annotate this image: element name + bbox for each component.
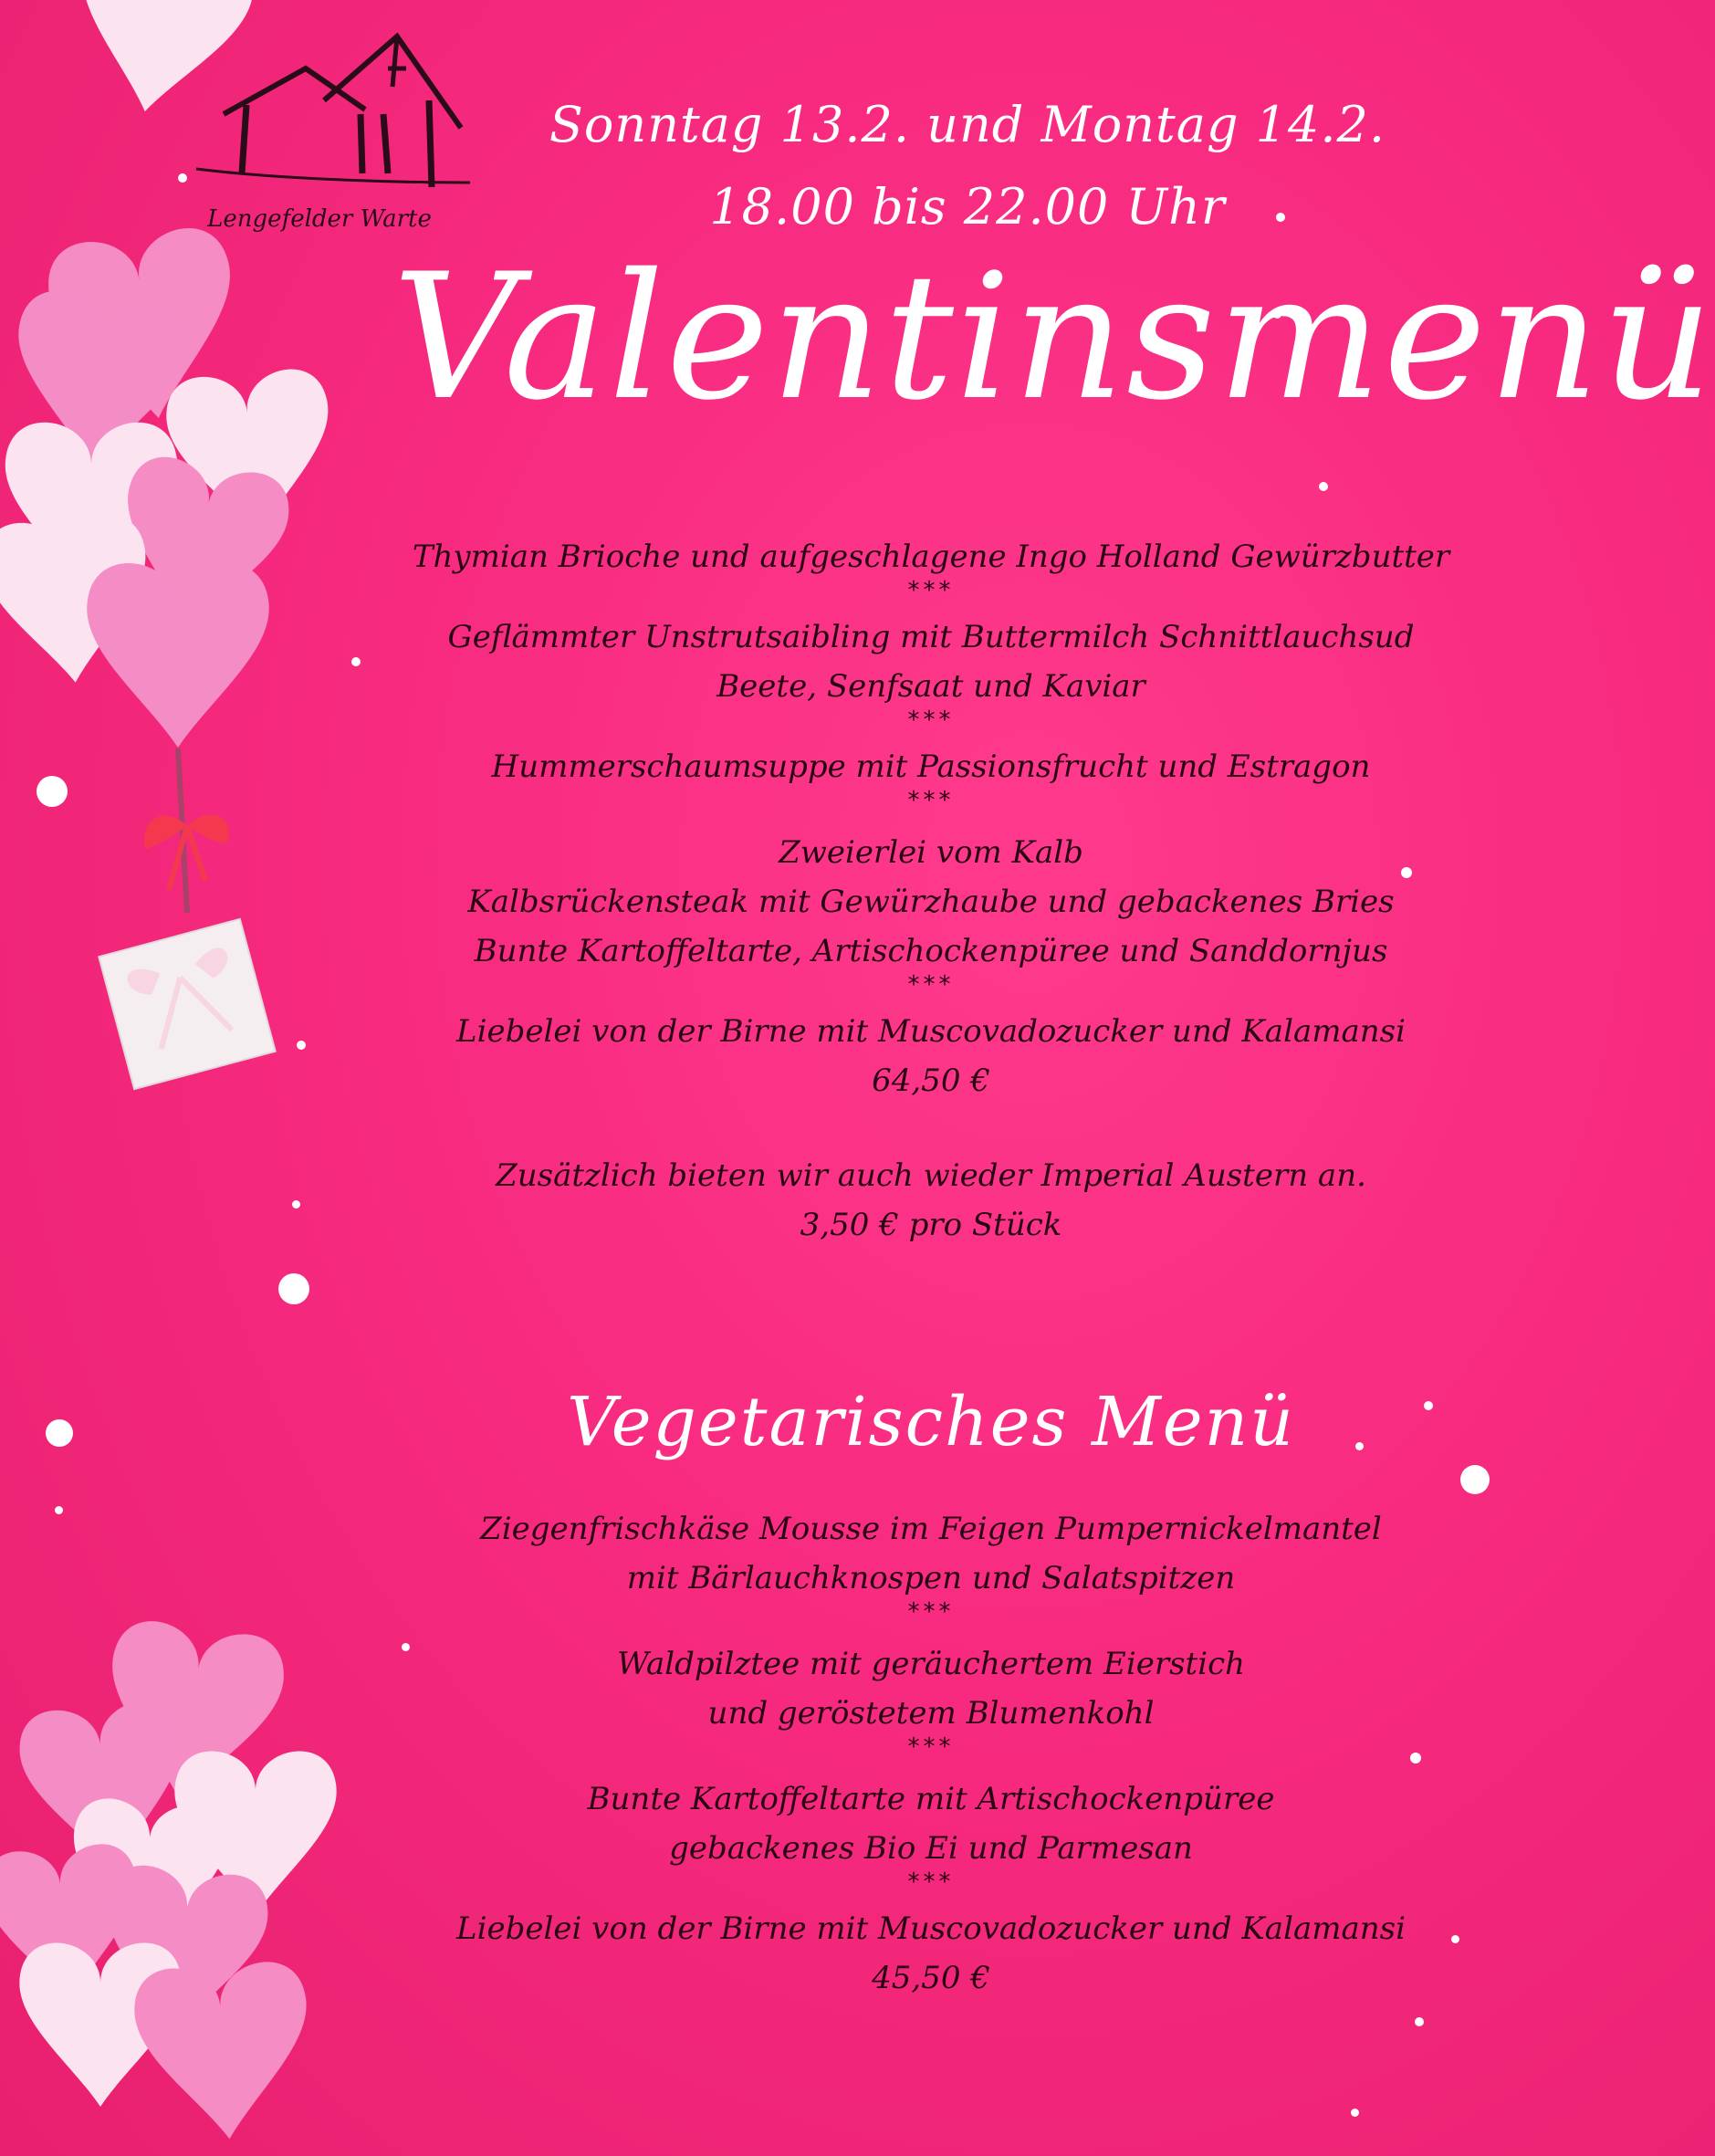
gift-box-icon [99,919,275,1089]
separator: *** [907,577,955,604]
menu-line: Kalbsrückensteak mit Gewürzhaube und gebackenes Bries [467,884,1395,920]
menu-line: Liebelei von der Birne mit Muscovadozucker und Kalamansi [456,1910,1406,1947]
snow-dot [1319,482,1328,491]
course-5 [392,1013,1469,1099]
menu-line: Bunte Kartoffeltarte mit Artischockenpüree [587,1781,1275,1817]
extra-offer [392,1157,1469,1243]
veg-course-4 [392,1910,1469,1996]
menu-price: 64,50 € [872,1062,990,1099]
menu-line: Liebelei von der Birne mit Muscovadozucker und Kalamansi [456,1013,1406,1050]
logo-text: Lengefelder Warte [207,205,432,233]
event-time: 18.00 bis 22.00 Uhr [709,178,1226,235]
hearts-cluster-illustration [0,1625,383,2156]
separator: *** [907,1598,955,1626]
snow-dot [292,1200,300,1209]
snow-dot [1351,2109,1359,2117]
menu-line: Geflämmter Unstrutsaibling mit Buttermilch Schnittlauchsud [447,619,1415,655]
veg-course-1 [392,1511,1469,1596]
snow-dot [46,1419,73,1447]
course-2 [392,619,1469,705]
menu-line: Hummerschaumsuppe mit Passionsfrucht und Estragon [491,748,1371,785]
separator: *** [907,787,955,814]
event-date: Sonntag 13.2. und Montag 14.2. [549,96,1386,153]
heart-icon [131,1959,315,2144]
menu-line: Beete, Senfsaat und Kaviar [716,668,1145,705]
menu-line: Bunte Kartoffeltarte, Artischockenpüree und Sanddornjus [474,933,1388,969]
course-4 [392,834,1469,969]
page-title: Valentinsmenü [392,236,1715,438]
menu-line: Zweierlei vom Kalb [779,834,1083,871]
menu-line: Thymian Brioche und aufgeschlagene Ingo Holland Gewürzbutter [412,539,1450,575]
separator: *** [907,971,955,999]
snow-dot [55,1506,63,1514]
menu-line: Waldpilztee mit geräuchertem Eierstich [616,1646,1246,1682]
separator: *** [907,1733,955,1761]
snow-dot [1460,1465,1490,1494]
menu-line: Ziegenfrischkäse Mousse im Feigen Pumpernickelmantel [480,1511,1382,1547]
separator: *** [907,706,955,734]
main-menu [392,539,1469,1243]
course-1 [392,539,1469,575]
veg-course-3 [392,1781,1469,1867]
vegetarian-menu [392,1511,1469,1996]
menu-line: gebackenes Bio Ei und Parmesan [669,1830,1193,1867]
menu-line: mit Bärlauchknospen und Salatspitzen [626,1560,1236,1596]
extra-offer-line: Zusätzlich bieten wir auch wieder Imperial Austern an. [496,1157,1366,1194]
course-3 [392,748,1469,785]
menu-line: und geröstetem Blumenkohl [707,1695,1155,1732]
menu-price: 45,50 € [872,1960,990,1996]
snow-dot [278,1273,309,1304]
veg-course-2 [392,1646,1469,1732]
snow-dot [1415,2017,1424,2026]
vegetarian-title: Vegetarisches Menü [567,1383,1295,1461]
separator: *** [907,1868,955,1896]
extra-offer-price: 3,50 € pro Stück [800,1207,1062,1243]
